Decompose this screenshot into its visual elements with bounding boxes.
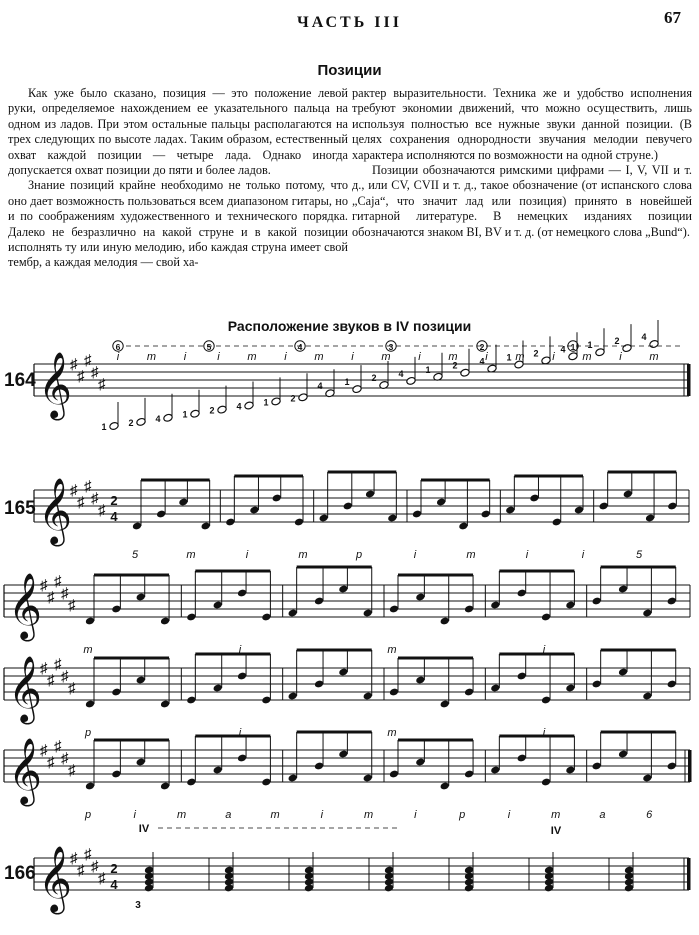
sharp-icon: ♯ xyxy=(40,660,48,677)
finger-letter: i xyxy=(485,351,488,363)
finger-letter: m xyxy=(83,644,93,656)
fret-number: 2 xyxy=(533,348,539,359)
finger-letter: 5 xyxy=(635,549,643,561)
finger-letter: i xyxy=(413,549,417,561)
sharp-icon: ♯ xyxy=(54,738,62,755)
fret-number: 4 xyxy=(317,381,323,392)
sharp-icon: ♯ xyxy=(84,846,92,863)
position-marker: IV xyxy=(550,825,562,837)
subsection-title: Расположение звуков в IV позиции xyxy=(227,318,472,334)
finger-letter: m xyxy=(270,809,280,821)
fret-number: 1 xyxy=(182,409,188,420)
staff-ex165-row3 xyxy=(0,648,695,739)
fret-number: 4 xyxy=(560,344,566,355)
sharp-icon: ♯ xyxy=(54,573,62,590)
string-number: 3 xyxy=(135,900,141,911)
staff-ex166 xyxy=(34,820,694,932)
staff-ex165-row2 xyxy=(0,565,695,656)
finger-letter: 5 xyxy=(131,549,139,561)
sharp-icon: ♯ xyxy=(68,762,76,779)
finger-letter: m xyxy=(466,549,476,561)
sharp-icon: ♯ xyxy=(84,352,92,369)
sharp-icon: ♯ xyxy=(98,502,106,519)
string-number: 2 xyxy=(479,342,485,352)
finger-letter: i xyxy=(414,809,417,821)
time-signature: 4 xyxy=(110,877,118,892)
sharp-icon: ♯ xyxy=(77,862,85,879)
sharp-icon: ♯ xyxy=(91,490,99,507)
sharp-icon: ♯ xyxy=(77,494,85,511)
sharp-icon: ♯ xyxy=(47,672,55,689)
finger-letter: m xyxy=(314,351,324,363)
finger-letter: i xyxy=(217,351,220,363)
part-title: ЧАСТЬ III xyxy=(297,14,402,31)
example-number: 166 xyxy=(4,863,36,884)
sharp-icon: ♯ xyxy=(61,585,69,602)
paragraph: Позиции обозначаются римскими цифрами — I, V, VII и т. д., или CV, CVII и т. д., такое обозначение (от испанского слова „Caja“, что значит лад или позиция) принято в новейшей гитарной литературе. В немецких изданиях позиции обозначаются знаком BI, BV и т. д. (от немецкого слова „Bund“). xyxy=(352,163,692,239)
sharp-icon: ♯ xyxy=(91,364,99,381)
finger-letter: m xyxy=(582,351,592,363)
finger-letter: i xyxy=(245,549,249,561)
final-barline xyxy=(687,858,691,890)
finger-letter: i xyxy=(525,549,529,561)
page-number: 67 xyxy=(664,8,681,27)
sharp-icon: ♯ xyxy=(68,597,76,614)
sharp-icon: ♯ xyxy=(54,656,62,673)
fret-number: 4 xyxy=(398,368,404,379)
sharp-icon: ♯ xyxy=(68,680,76,697)
fret-number: 1 xyxy=(101,422,107,432)
staff-ex165-row1 xyxy=(34,470,694,560)
finger-letter: m xyxy=(186,549,196,561)
sharp-icon: ♯ xyxy=(47,589,55,606)
finger-letter: i xyxy=(619,351,622,363)
string-number: 3 xyxy=(388,342,394,352)
finger-letter: i xyxy=(581,549,585,561)
treble-clef-icon: 𝄞 xyxy=(8,739,43,803)
paragraph: рактер выразительности. Техника же и удобство исполнения требуют экономии движений, что можно осуществить, лишь используя полностью все нужные звуки данной позиции. (В целях сохранения однородности звучания мелодии певучего характера исполняются по возможности на одной струне.) xyxy=(352,86,692,162)
finger-letter: i xyxy=(552,351,555,363)
fret-number: 2 xyxy=(128,417,134,428)
sharp-icon: ♯ xyxy=(47,754,55,771)
fret-number: 1 xyxy=(344,377,350,388)
fret-number: 2 xyxy=(371,373,377,383)
position-marker: IV xyxy=(138,823,150,835)
finger-letter: i xyxy=(542,644,546,656)
sharp-icon: ♯ xyxy=(77,368,85,385)
finger-letter: i xyxy=(133,809,136,821)
staff-ex165-row4 xyxy=(0,730,695,830)
finger-letter: a xyxy=(225,809,232,821)
finger-letter: m xyxy=(649,351,659,363)
finger-letter: i xyxy=(183,351,187,363)
finger-letter: m xyxy=(364,809,374,821)
example-number: 164 xyxy=(4,370,36,391)
treble-clef-icon: 𝄞 xyxy=(38,479,73,543)
finger-letter: i xyxy=(320,809,324,821)
finger-letter: m xyxy=(247,351,257,363)
finger-letter: i xyxy=(238,644,242,656)
staff-ex164 xyxy=(34,332,694,450)
fret-number: 4 xyxy=(479,356,485,367)
sharp-icon: ♯ xyxy=(61,750,69,767)
fret-number: 2 xyxy=(452,360,458,371)
finger-letter: m xyxy=(176,809,187,821)
time-signature: 2 xyxy=(110,493,118,508)
finger-letter: m xyxy=(387,644,397,656)
finger-letter: 6 xyxy=(646,809,653,821)
treble-clef-icon: 𝄞 xyxy=(8,657,43,721)
fret-number: 1 xyxy=(587,340,593,351)
finger-letter: m xyxy=(551,809,561,821)
text-column-right xyxy=(352,86,692,240)
fret-number: 1 xyxy=(263,397,269,408)
fret-number: 4 xyxy=(155,413,161,424)
finger-letter: i xyxy=(542,727,546,739)
treble-clef-icon: 𝄞 xyxy=(8,574,43,638)
finger-letter: m xyxy=(387,727,397,739)
section-title: Позиции xyxy=(317,62,382,79)
finger-letter: i xyxy=(418,351,421,363)
sharp-icon: ♯ xyxy=(98,376,106,393)
text-column-left xyxy=(8,86,348,271)
example-number: 165 xyxy=(4,498,36,519)
finger-letter: m xyxy=(298,549,308,561)
string-number: 4 xyxy=(297,342,303,352)
fret-number: 4 xyxy=(641,332,647,342)
fret-number: 2 xyxy=(614,336,620,347)
sharp-icon: ♯ xyxy=(84,478,92,495)
finger-letter: i xyxy=(238,727,242,739)
finger-letter: m xyxy=(381,351,391,363)
time-signature: 2 xyxy=(110,861,118,876)
sharp-icon: ♯ xyxy=(61,668,69,685)
finger-letter: i xyxy=(507,809,511,821)
paragraph: Знание позиций крайне необходимо не только потому, что оно дает возможность пользоваться всем диапазоном гитары, но и по соображениям художественного и технического порядка. Далеко не безразлично на какой струне и в какой позиции исполнять ту или иную мелодию, ибо каждая струна имеет свой тембр, а каждая мелодия — свой ха- xyxy=(8,178,348,270)
finger-letter: m xyxy=(448,351,458,363)
fret-number: 2 xyxy=(290,393,296,404)
time-signature: 4 xyxy=(110,509,118,524)
paragraph: Как уже было сказано, позиция — это положение левой руки, определяемое нахождением ее указательного пальца на одном из ладов. При этом остальные пальцы располагаются на трех следующих по высоте ладах. Таким образом, естественный охват каждой позиции — четыре лада. Однако иногда допускается охват позиции до пяти и более ладов. xyxy=(8,86,348,178)
sharp-icon: ♯ xyxy=(70,356,78,373)
sharp-icon: ♯ xyxy=(70,850,78,867)
fret-number: 4 xyxy=(236,401,242,412)
sharp-icon: ♯ xyxy=(40,577,48,594)
string-number: 6 xyxy=(115,342,121,352)
fret-number: 1 xyxy=(425,364,431,375)
sharp-icon: ♯ xyxy=(98,870,106,887)
sharp-icon: ♯ xyxy=(91,858,99,875)
finger-letter: a xyxy=(599,809,606,821)
finger-letter: m xyxy=(146,351,157,363)
finger-letter: i xyxy=(351,351,354,363)
sharp-icon: ♯ xyxy=(40,742,48,759)
finger-letter: p xyxy=(355,549,363,561)
treble-clef-icon: 𝄞 xyxy=(38,353,73,417)
finger-letter: p xyxy=(84,727,92,739)
fret-number: 2 xyxy=(209,405,215,416)
finger-letter: p xyxy=(459,809,466,821)
finger-letter: i xyxy=(116,351,120,363)
sharp-icon: ♯ xyxy=(70,482,78,499)
fret-number: 1 xyxy=(506,352,512,363)
finger-letter: m xyxy=(515,351,525,363)
treble-clef-icon: 𝄞 xyxy=(38,847,73,911)
string-number: 5 xyxy=(206,342,212,352)
string-number: 1 xyxy=(570,342,576,352)
finger-letter: i xyxy=(284,351,287,363)
final-barline xyxy=(688,750,692,782)
final-barline xyxy=(687,364,691,396)
finger-letter: p xyxy=(84,809,92,821)
